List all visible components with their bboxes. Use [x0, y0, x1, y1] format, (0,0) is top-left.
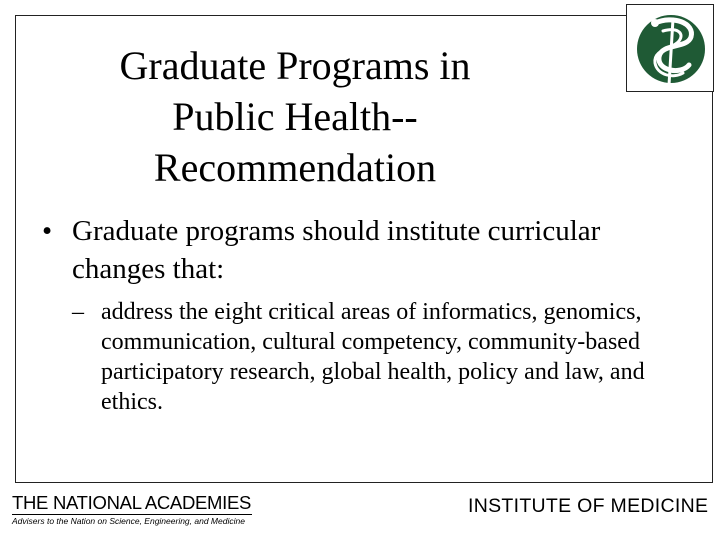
bullet-text: Graduate programs should institute curricular changes that:: [72, 215, 601, 285]
national-academies-logo: [12, 493, 252, 529]
iom-serpent-staff-logo-icon: [633, 9, 707, 89]
national-academies-name: THE NATIONAL ACADEMIES: [12, 492, 252, 513]
iom-logo: [626, 4, 714, 92]
bullet-item: [42, 212, 682, 288]
sub-bullet-item: [72, 297, 672, 417]
sub-bullet-text: address the eight critical areas of informatics, genomics, communication, cultural competency, community-based participatory research, global health, policy and law, and ethics.: [101, 299, 645, 415]
institute-of-medicine-wordmark: INSTITUTE OF MEDICINE: [468, 495, 709, 517]
slide-title: [50, 40, 540, 193]
sub-bullet-marker: –: [72, 299, 84, 325]
title-line-1: Graduate Programs in: [119, 43, 471, 88]
national-academies-tagline: Advisers to the Nation on Science, Engineering, and Medicine: [12, 516, 245, 526]
title-line-3: Recommendation: [153, 145, 437, 190]
bullet-marker: •: [42, 215, 53, 247]
title-line-2: Public Health--: [172, 94, 418, 139]
